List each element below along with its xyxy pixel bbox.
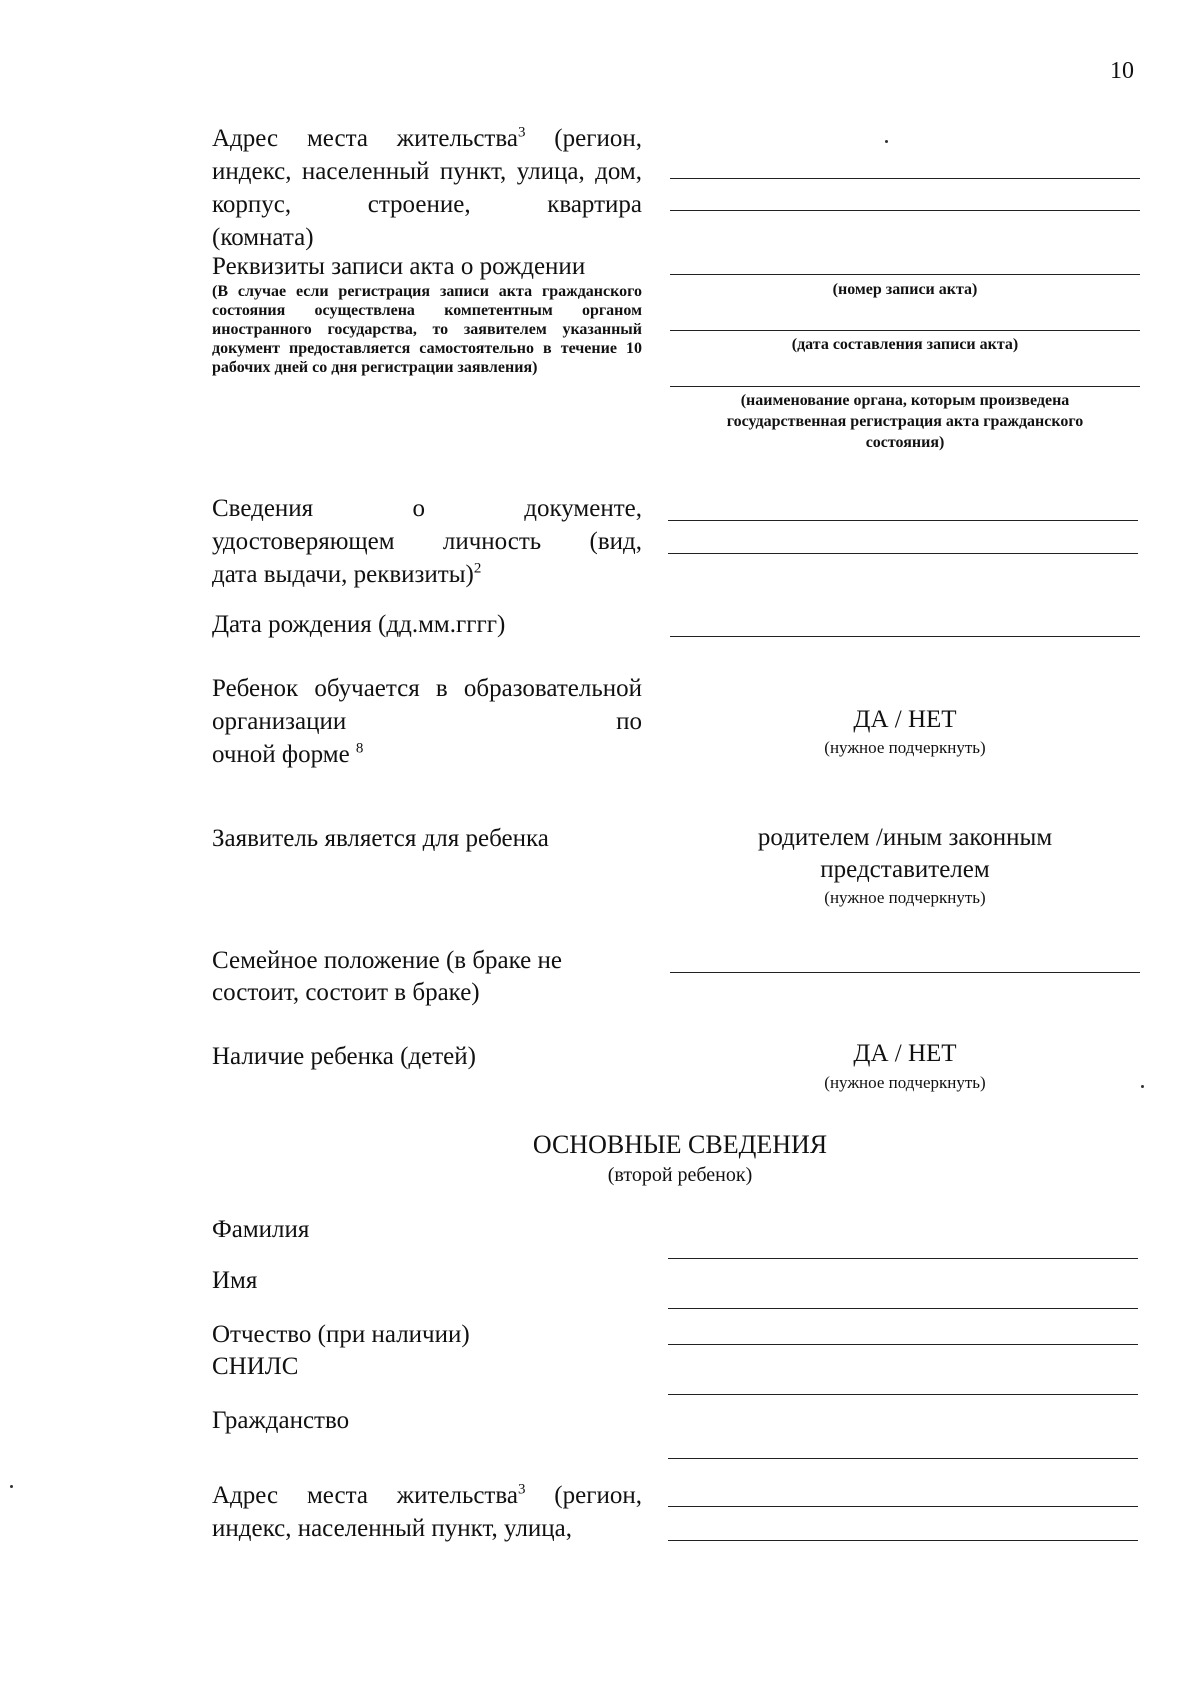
address-label-text: Адрес места жительства xyxy=(212,125,518,152)
footnote-8: 8 xyxy=(355,740,364,757)
children-hint: (нужное подчеркнуть) xyxy=(824,1073,986,1092)
address2-line2-text: индекс, населенный пункт, улица, xyxy=(212,1515,573,1542)
footnote-3b: 3 xyxy=(517,1481,526,1498)
record-number-line[interactable] xyxy=(670,274,1140,275)
address-label xyxy=(212,122,642,254)
address-label-rest: (регион, индекс, населенный пункт, улица, дом, корпус, строение, квартира xyxy=(212,125,642,218)
applicant-choice-1[interactable]: родителем /иным законным xyxy=(757,824,1053,851)
address-field-line-1[interactable] xyxy=(670,178,1140,179)
address2-text: Адрес места жительства xyxy=(212,1482,518,1509)
caption-record-number: (номер записи акта) xyxy=(832,281,978,298)
studies-hint: (нужное подчеркнуть) xyxy=(824,738,986,757)
footnote-3: 3 xyxy=(517,124,526,141)
birth-date-label: Дата рождения (дд.мм.гггг) xyxy=(212,611,506,638)
studies-label xyxy=(212,672,642,771)
snils-label: СНИЛС xyxy=(212,1353,299,1380)
surname-label: Фамилия xyxy=(212,1216,310,1243)
studies-text: Ребенок обучается в образовательной организации по xyxy=(212,675,642,735)
children-yes-no[interactable]: ДА / НЕТ xyxy=(853,1040,957,1067)
marital-label-1: Семейное положение (в браке не xyxy=(212,947,562,974)
birth-date-line[interactable] xyxy=(670,636,1140,637)
children-label: Наличие ребенка (детей) xyxy=(212,1043,476,1070)
studies-last xyxy=(212,738,642,771)
record-authority-line[interactable] xyxy=(670,386,1140,387)
id-document-label xyxy=(212,492,642,591)
caption-record-date: (дата составления записи акта) xyxy=(791,336,1019,353)
studies-last-text: очной форме xyxy=(212,741,356,768)
surname-line[interactable] xyxy=(668,1258,1138,1259)
scan-speck-3 xyxy=(10,1485,13,1488)
address-field-line-2[interactable] xyxy=(670,210,1140,211)
section-title: ОСНОВНЫЕ СВЕДЕНИЯ xyxy=(532,1130,828,1159)
id-document-line-1[interactable] xyxy=(668,520,1138,521)
citizenship-line[interactable] xyxy=(668,1458,1138,1459)
address2-line-1[interactable] xyxy=(668,1506,1138,1507)
birth-record-label: Реквизиты записи акта о рождении xyxy=(212,253,586,280)
marital-label-2: состоит, состоит в браке) xyxy=(212,979,480,1006)
address2-rest: (регион, xyxy=(525,1482,642,1509)
record-date-line[interactable] xyxy=(670,330,1140,331)
address2-line-2[interactable] xyxy=(668,1540,1138,1541)
address-label-last: (комната) xyxy=(212,224,314,251)
page-number: 10 xyxy=(1110,58,1134,84)
applicant-hint: (нужное подчеркнуть) xyxy=(824,888,986,907)
section-subtitle: (второй ребенок) xyxy=(607,1164,753,1186)
citizenship-label: Гражданство xyxy=(212,1407,350,1434)
applicant-choice-2[interactable]: представителем xyxy=(820,856,990,883)
applicant-label: Заявитель является для ребенка xyxy=(212,825,549,852)
name-line[interactable] xyxy=(668,1308,1138,1309)
caption-record-authority: (наименование органа, которым произведена государственная регистрация акта гражданского состояния) xyxy=(726,392,1084,451)
id-document-line-2[interactable] xyxy=(668,553,1138,554)
name-label: Имя xyxy=(212,1267,258,1294)
id-document-last-text: дата выдачи, реквизиты) xyxy=(212,561,474,588)
address2-label xyxy=(212,1479,642,1545)
scan-speck-2 xyxy=(1141,1085,1144,1088)
birth-record-note: (В случае если регистрация записи акта гражданского состояния осуществлена компетентным органом иностранного государства, то заявителем указанный документ предоставляется самостоятельно в течение 10 рабочих дней со дня регистрации заявления) xyxy=(212,283,642,376)
marital-line[interactable] xyxy=(670,972,1140,973)
scan-speck xyxy=(885,140,888,143)
patronymic-line[interactable] xyxy=(668,1344,1138,1345)
patronymic-label: Отчество (при наличии) xyxy=(212,1321,470,1348)
footnote-2: 2 xyxy=(473,560,482,577)
id-document-last xyxy=(212,558,642,591)
id-document-text: Сведения о документе, удостоверяющем личность (вид, xyxy=(212,495,642,555)
studies-yes-no[interactable]: ДА / НЕТ xyxy=(853,706,957,733)
snils-line[interactable] xyxy=(668,1394,1138,1395)
